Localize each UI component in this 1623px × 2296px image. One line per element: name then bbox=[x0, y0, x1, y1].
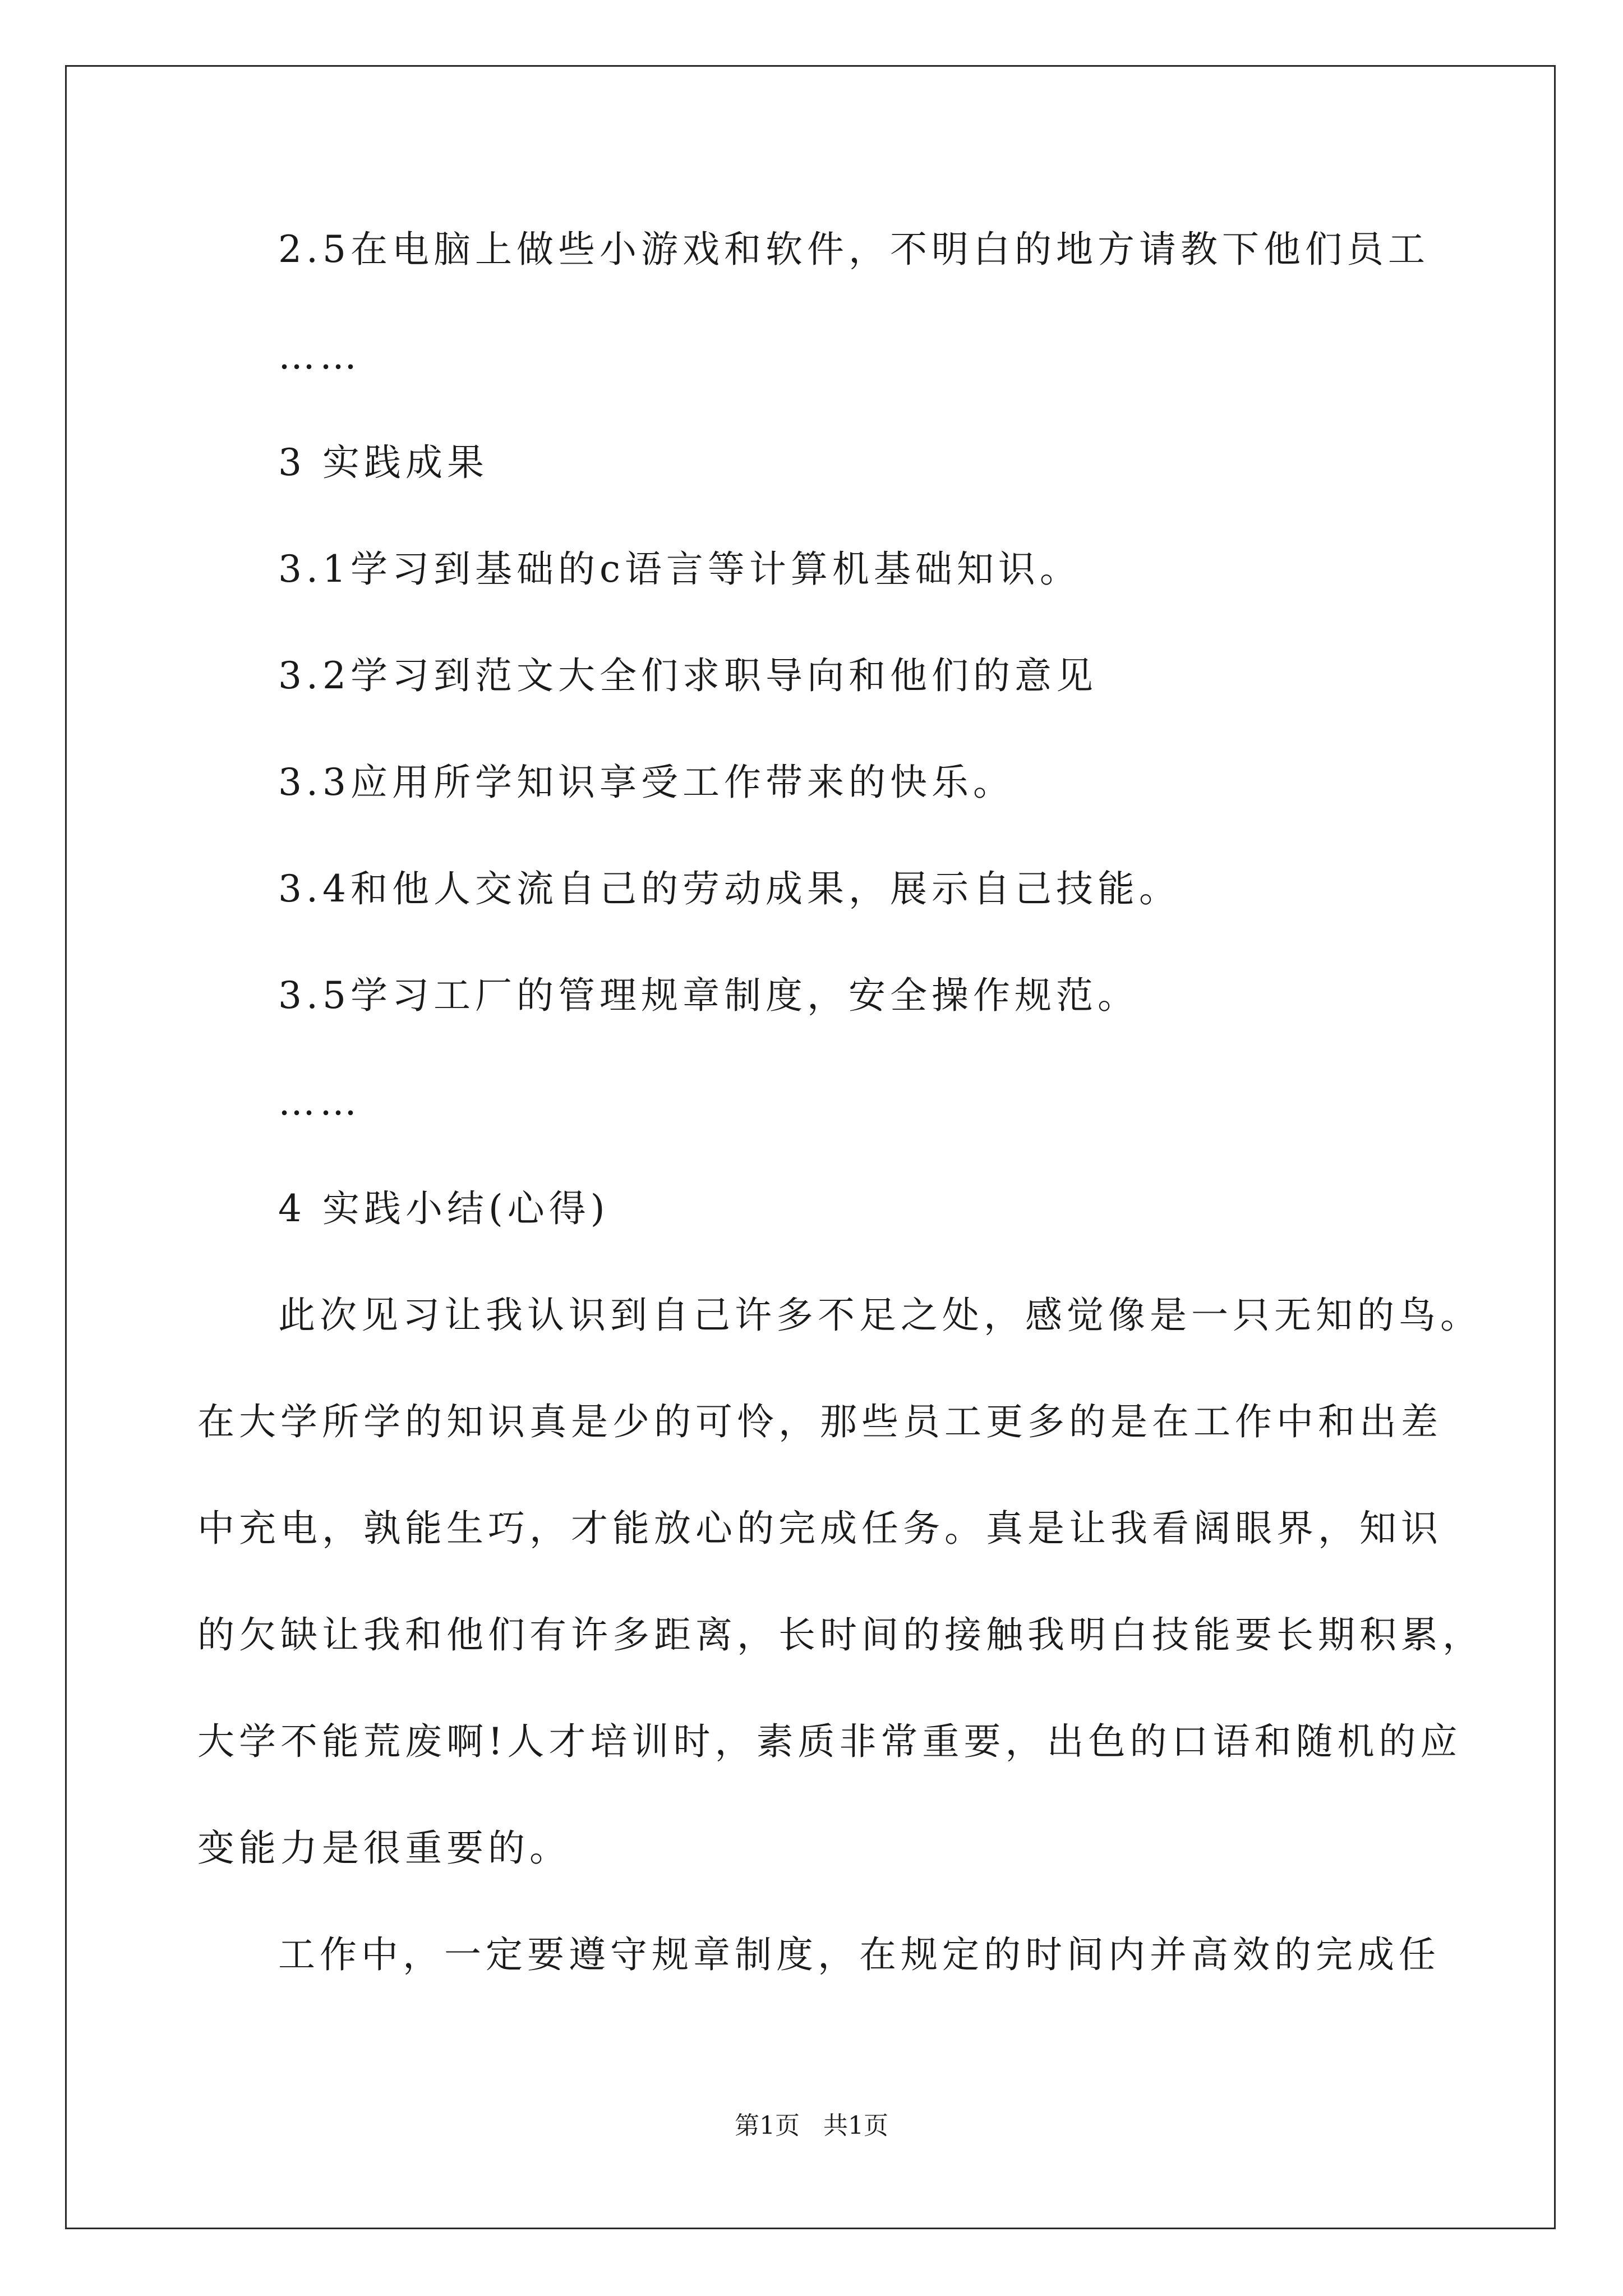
text-line: 3.2学习到范文大全们求职导向和他们的意见 bbox=[278, 654, 1098, 697]
paragraph-line: 在大学所学的知识真是少的可怜，那些员工更多的是在工作中和出差 bbox=[197, 1400, 1442, 1443]
section-heading: 4 实践小结(心得) bbox=[278, 1187, 610, 1230]
text-line: 3.5学习工厂的管理规章制度，安全操作规范。 bbox=[278, 974, 1139, 1017]
text-line: 3.3应用所学知识享受工作带来的快乐。 bbox=[278, 761, 1015, 804]
page-footer: 第1页 共1页 bbox=[735, 2111, 888, 2140]
text-line: …… bbox=[278, 1080, 361, 1124]
text-line: 3.4和他人交流自己的劳动成果，展示自己技能。 bbox=[278, 867, 1181, 910]
paragraph-line: 中充电，孰能生巧，才能放心的完成任务。真是让我看阔眼界，知识 bbox=[197, 1507, 1442, 1550]
paragraph-line: 的欠缺让我和他们有许多距离，长时间的接触我明白技能要长期积累， bbox=[197, 1613, 1484, 1657]
text-line: …… bbox=[278, 334, 361, 378]
text-line: 2.5在电脑上做些小游戏和软件，不明白的地方请教下他们员工 bbox=[278, 228, 1430, 271]
text-line: 3.1学习到基础的c语言等计算机基础知识。 bbox=[278, 547, 1081, 591]
paragraph-line: 大学不能荒废啊!人才培训时，素质非常重要，出色的口语和随机的应 bbox=[197, 1720, 1462, 1763]
paragraph-line: 变能力是很重要的。 bbox=[197, 1826, 571, 1870]
paragraph-line: 工作中，一定要遵守规章制度，在规定的时间内并高效的完成任 bbox=[278, 1933, 1440, 1976]
section-heading: 3 实践成果 bbox=[278, 441, 488, 484]
paragraph-line: 此次见习让我认识到自己许多不足之处，感觉像是一只无知的鸟。 bbox=[278, 1294, 1482, 1337]
